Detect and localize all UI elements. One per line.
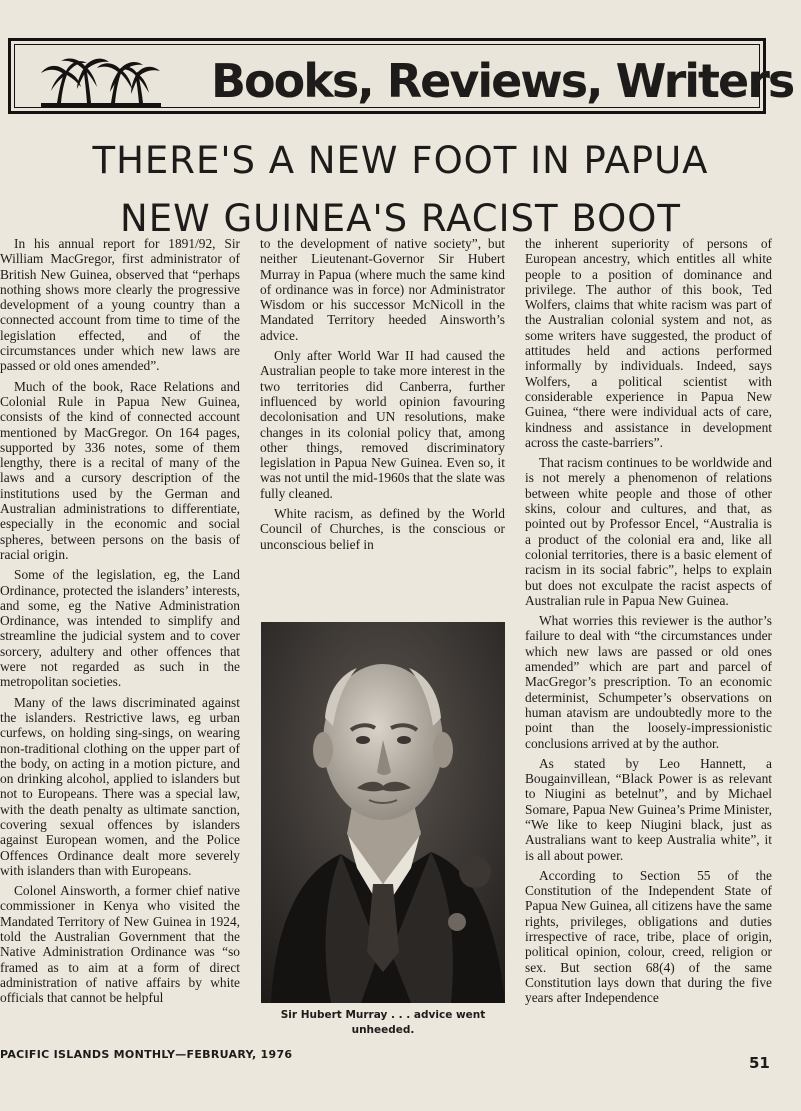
- paragraph: Some of the legislation, eg, the Land Ordinance, protected the islanders’ interests, and some, eg the Native Administration Ordinance, was intended to simplify and streamline the judicial system and to cover sorcery, adultery and other offences that were not regarded as such in the metropolitan societies.: [0, 567, 240, 690]
- paragraph: White racism, as defined by the World Council of Churches, is the conscious or unconscious belief in: [260, 506, 505, 552]
- column-1: [0, 236, 240, 1011]
- section-banner: [8, 38, 794, 114]
- column-2: [260, 236, 505, 557]
- caption-line-1: Sir Hubert Murray . . . advice went: [280, 1009, 486, 1021]
- section-title: Books, Reviews, Writers: [211, 54, 794, 108]
- column-3: [525, 236, 772, 1011]
- portrait-illustration: [261, 622, 505, 1003]
- paragraph: to the development of native society”, but neither Lieutenant-Governor Sir Hubert Murray in Papua (where much the same kind of ordinance was in force) nor Administrator Wisdom or his successor McNicoll in the Mandated Territory heeded Ainsworth’s advice.: [260, 236, 505, 343]
- paragraph: Much of the book, Race Relations and Colonial Rule in Papua New Guinea, consists of the kind of connected account mentioned by MacGregor. On 164 pages, supported by 336 notes, some of them lengthy, there is a recital of many of the laws and a cursory description of the institutions used by the German and Australian administrations to differentiate, especially in the economic and social spheres, between persons on the basis of racial origin.: [0, 378, 240, 562]
- page-number: 51: [749, 1054, 770, 1072]
- paragraph: Many of the laws discriminated against the islanders. Restrictive laws, eg urban curfews, on holding sing-sings, on wearing non-traditional clothing on the upper part of the body, on acting in a motion picture, and on drinking alcohol, applied to islanders but not to Europeans. There was a special law, with the death penalty as ultimate sanction, covering sexual offences by islanders against European women, and the Police Offences Ordinance dealt more severely with islanders than with Europeans.: [0, 694, 240, 878]
- banner-inner-frame: [14, 44, 794, 108]
- paragraph: the inherent superiority of persons of European ancestry, which entitles all white people to a position of dominance and privilege. The author of this book, Ted Wolfers, claims that white racism was part of the Australian colonial system and not, as some writers have suggested, the product of attitudes held and actions performed informally by individuals. Indeed, says Wolfers, a political scientist with considerable experience in Papua New Guinea, “there were individual acts of care, kindness and assistance in development across the caste-barriers”.: [525, 236, 772, 450]
- paragraph: Only after World War II had caused the Australian people to take more interest in the two territories did Canberra, further influenced by world opinion favouring decolonisation and UN resolutions, make changes in its colonial policy that, among other things, removed discriminatory legislation in Papua New Guinea. Even so, it was not until the mid-1960s that the slate was fully cleaned.: [260, 348, 505, 501]
- photo-caption: [258, 1008, 508, 1038]
- paragraph: According to Section 55 of the Constitution of the Independent State of Papua New Guinea, all citizens have the same rights, privileges, obligations and duties irrespective of race, tribe, place of origin, political opinion, colour, creed, religion or sex. But section 68(4) of the same Constitution lays down that during the five years after Independence: [525, 867, 772, 1006]
- paragraph: What worries this reviewer is the author’s failure to deal with “the circumstances under which new laws are passed or old ones amended” which are part and parcel of MacGregor’s prescription. To an economic determinist, Schumpeter’s observations on human atavism are undoubtedly more to the point than the loosely-impressionistic conclusions arrived at by the author.: [525, 613, 772, 751]
- paragraph: As stated by Leo Hannett, a Bougainvillean, “Black Power is as relevant to Niugini as betelnut”, and by Michael Somare, Papua New Guinea’s Prime Minister, “We like to keep Niugini black, just as Australians want to keep Australia white”, it is all about power.: [525, 755, 772, 863]
- paragraph: In his annual report for 1891/92, Sir William MacGregor, first administrator of British New Guinea, observed that “perhaps nothing shows more clearly the progressive development of a young country than a connected account from time to time of the legislation effected, and of the circumstances under which new laws are passed or old ones amended”.: [0, 236, 240, 374]
- paragraph: That racism continues to be worldwide and is not merely a phenomenon of relations between white people and those of other skins, colour and cultures, and that, as pointed out by Professor Encel, “Australia is a product of the colonial era and, like all colonial territories, there is a basic element of racism in its social fabric”, helps to explain but does not exculpate the racist aspects of Australian rule in Papua New Guinea.: [525, 455, 772, 608]
- publication-footer: PACIFIC ISLANDS MONTHLY—FEBRUARY, 1976: [0, 1048, 293, 1061]
- article-headline: [0, 132, 801, 248]
- palm-trees-icon: [39, 53, 163, 111]
- portrait-photo: [261, 622, 505, 1003]
- headline-line-2: NEW GUINEA'S RACIST BOOT: [120, 197, 681, 240]
- caption-line-2: unheeded.: [351, 1024, 415, 1036]
- paragraph: Colonel Ainsworth, a former chief native commissioner in Kenya who visited the Mandated Territory of New Guinea in 1924, told the Australian Government that the Native Administration Ordinance was “so framed as to aim at a form of direct administration of native affairs by white officials that cannot be helpful: [0, 883, 240, 1006]
- headline-line-1: THERE'S A NEW FOOT IN PAPUA: [92, 139, 709, 182]
